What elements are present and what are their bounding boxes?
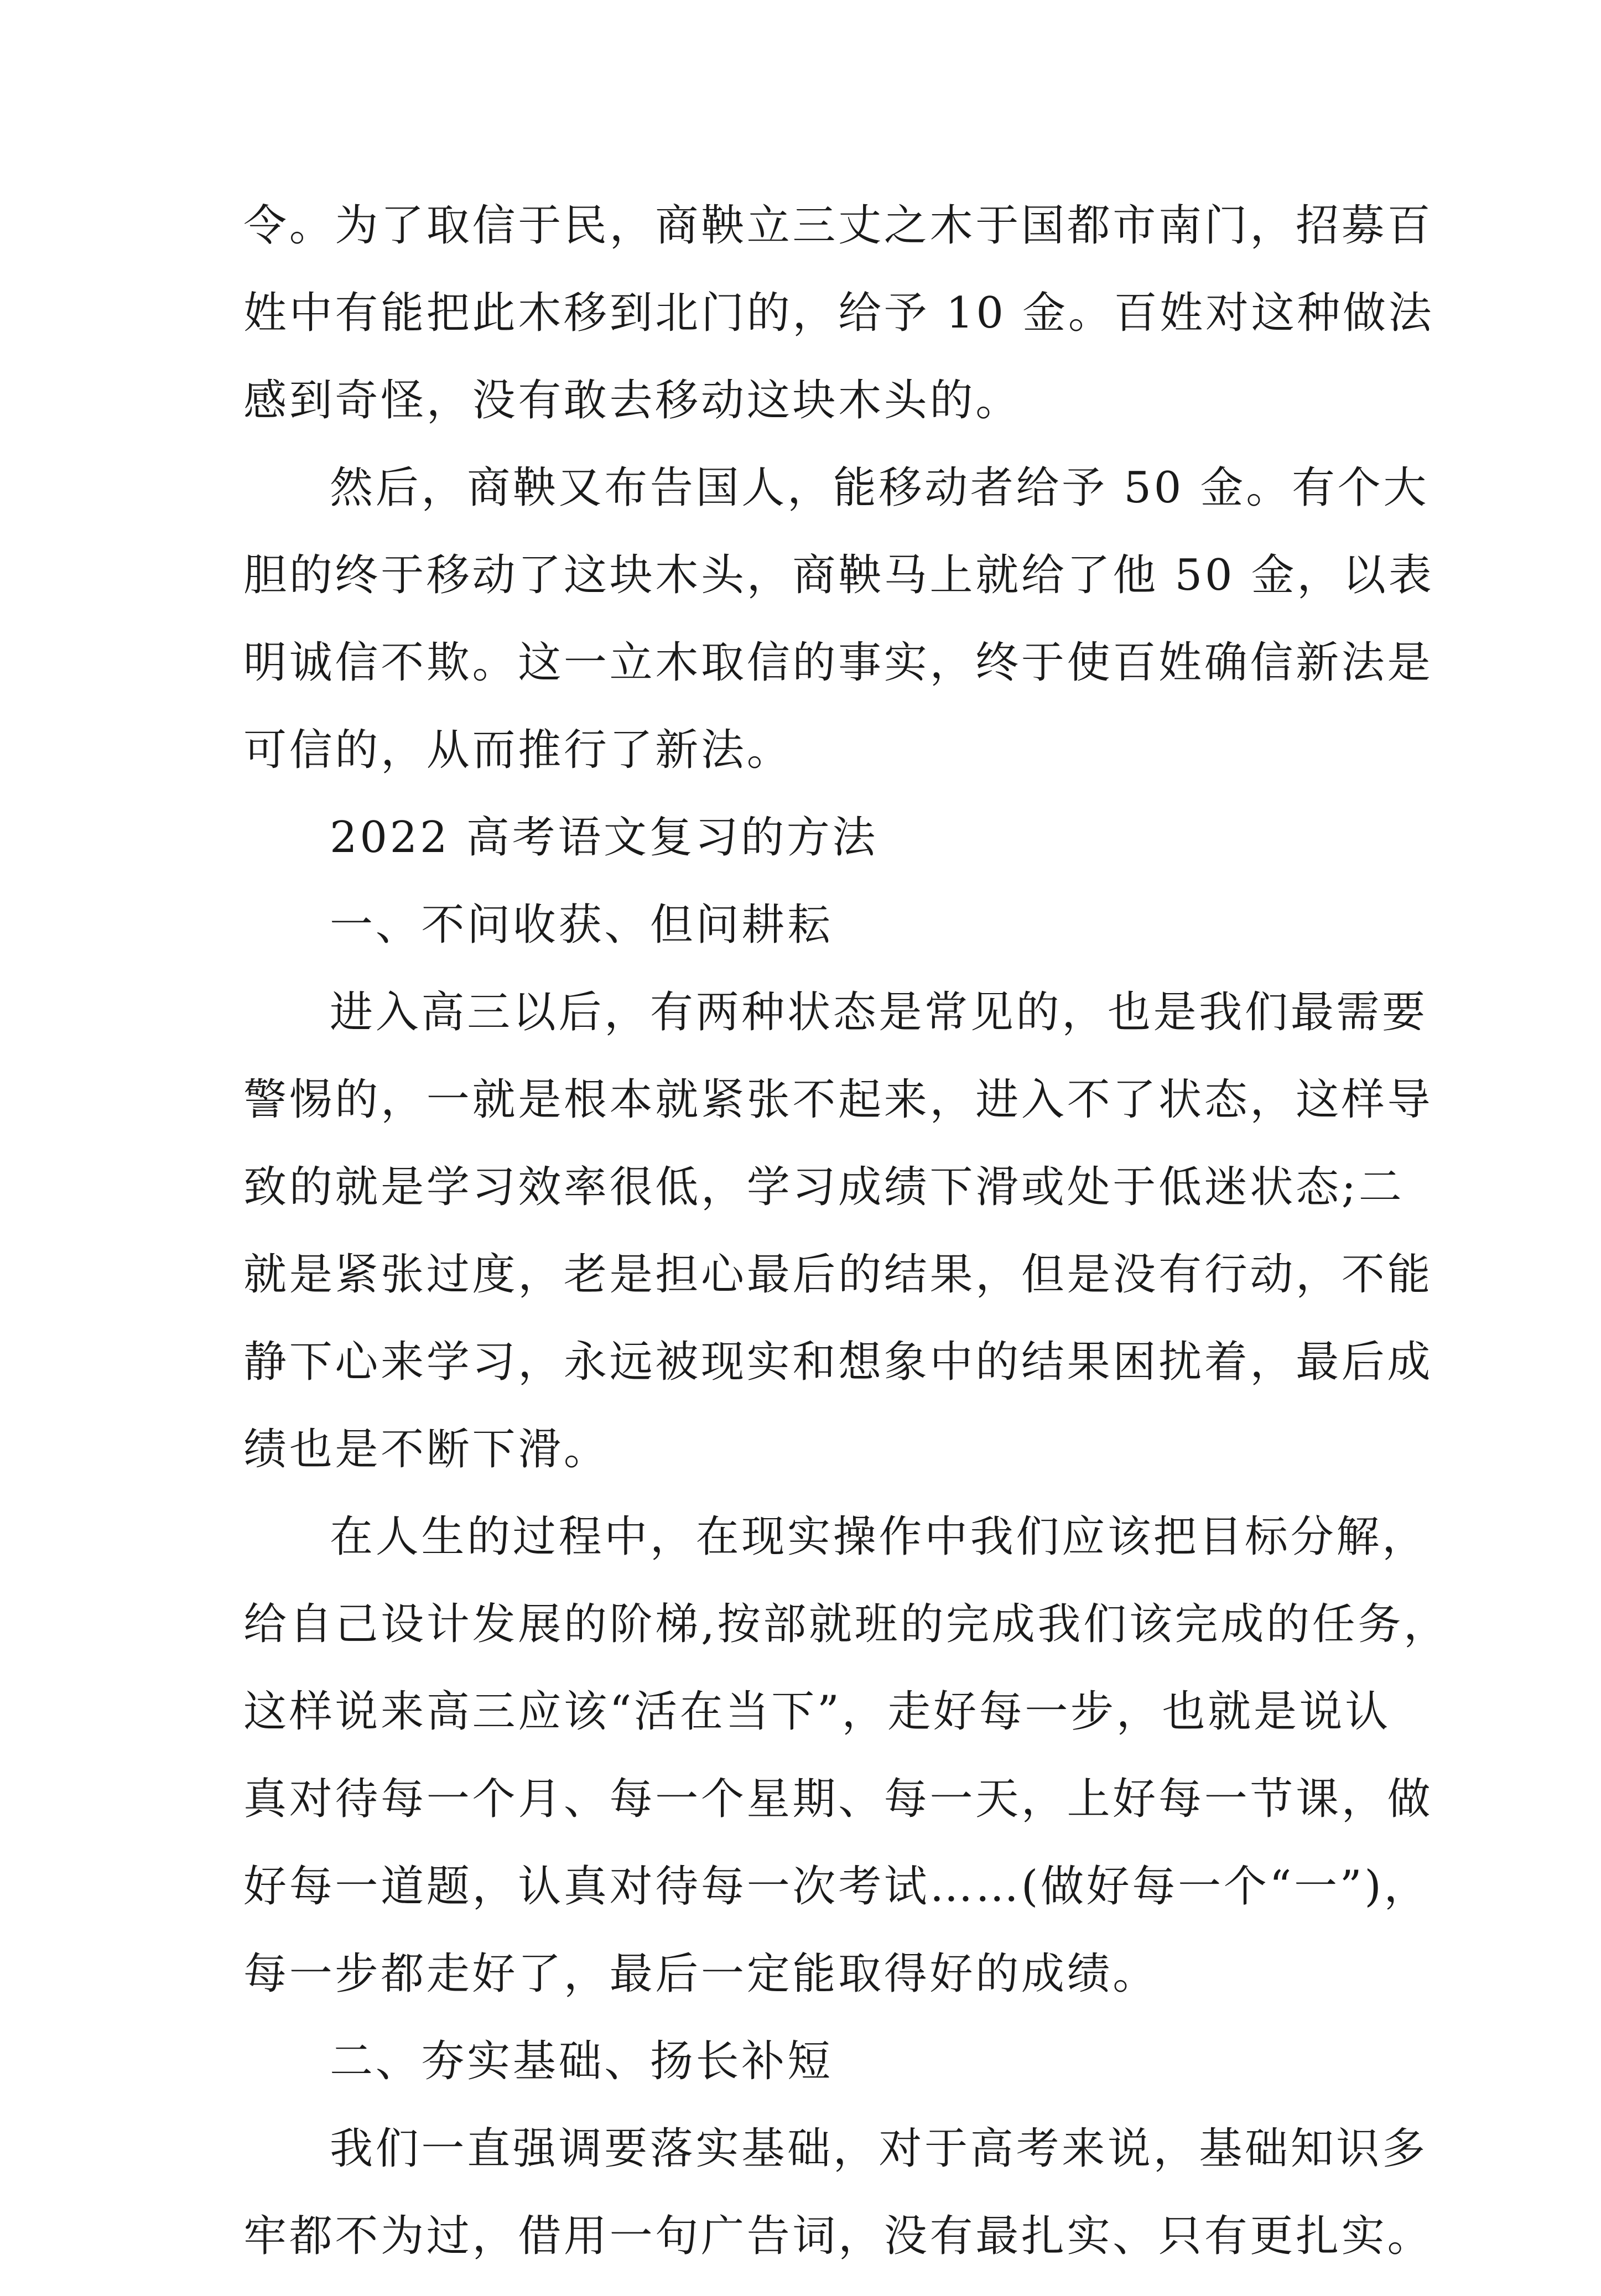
- text-line: 好每一道题，认真对待每一次考试……(做好每一个“一”)，: [243, 1862, 1430, 1911]
- text-line: 警惕的，一就是根本就紧张不起来，进入不了状态，这样导: [243, 1075, 1433, 1125]
- text-line: 胆的终于移动了这块木头，商鞅马上就给了他 50 金，以表: [243, 550, 1434, 600]
- text-line: 我们一直强调要落实基础，对于高考来说，基础知识多: [330, 2124, 1428, 2174]
- text-line: 姓中有能把此木移到北门的，给予 10 金。百姓对这种做法: [243, 288, 1434, 338]
- text-line: 就是紧张过度，老是担心最后的结果，但是没有行动，不能: [243, 1250, 1433, 1300]
- text-line: 这样说来高三应该“活在当下”，走好每一步，也就是说认: [243, 1687, 1391, 1737]
- text-line: 可信的，从而推行了新法。: [243, 725, 793, 775]
- text-line: 感到奇怪，没有敢去移动这块木头的。: [243, 376, 1021, 425]
- text-line: 明诚信不欺。这一立木取信的事实，终于使百姓确信新法是: [243, 638, 1433, 688]
- text-line: 进入高三以后，有两种状态是常见的，也是我们最需要: [330, 988, 1428, 1037]
- text-line: 在人生的过程中，在现实操作中我们应该把目标分解，: [330, 1512, 1428, 1562]
- text-line: 每一步都走好了，最后一定能取得好的成绩。: [243, 1949, 1159, 1999]
- text-line: 真对待每一个月、每一个星期、每一天，上好每一节课，做: [243, 1774, 1433, 1824]
- text-line: 一、不问收获、但问耕耘: [330, 900, 833, 950]
- text-line: 二、夯实基础、扬长补短: [330, 2037, 833, 2086]
- text-line: 2022 高考语文复习的方法: [330, 813, 879, 863]
- body-text: [243, 198, 1449, 2296]
- text-line: 绩也是不断下滑。: [243, 1425, 610, 1474]
- text-line: 然后，商鞅又布告国人，能移动者给予 50 金。有个大: [330, 463, 1430, 513]
- text-line: 牢都不为过，借用一句广告词，没有最扎实、只有更扎实。: [243, 2211, 1433, 2261]
- text-line: 给自己设计发展的阶梯,按部就班的完成我们该完成的任务，: [243, 1599, 1449, 1649]
- text-line: 致的就是学习效率很低，学习成绩下滑或处于低迷状态;二: [243, 1162, 1405, 1212]
- text-line: 令。为了取信于民，商鞅立三丈之木于国都市南门，招募百: [243, 201, 1433, 251]
- text-line: 静下心来学习，永远被现实和想象中的结果困扰着，最后成: [243, 1337, 1433, 1387]
